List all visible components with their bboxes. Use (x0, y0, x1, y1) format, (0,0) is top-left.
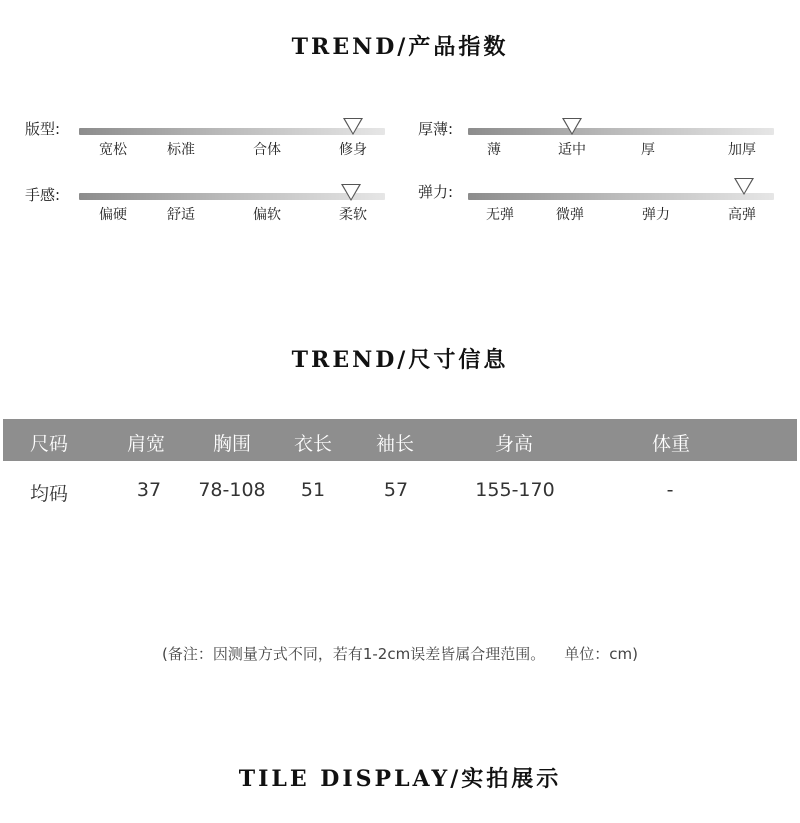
trend-option: 合体 (253, 142, 281, 158)
size-cell: 78-108 (198, 479, 266, 501)
trend-option: 加厚 (728, 142, 756, 158)
trend-option: 修身 (339, 142, 367, 158)
selected-marker-icon (734, 178, 754, 195)
size-cell: 51 (300, 479, 326, 501)
trend-row-feel (25, 184, 385, 224)
trend-option: 偏软 (253, 207, 281, 223)
selected-marker-icon (341, 184, 361, 201)
size-cell: 155-170 (475, 479, 555, 501)
trend-option: 柔软 (339, 207, 367, 223)
size-cell: 37 (136, 479, 162, 501)
size-header-cell: 袖长 (375, 433, 415, 455)
trend-row-thickness (418, 118, 778, 158)
trend-option: 薄 (487, 142, 501, 158)
size-section-title: TREND/尺寸信息 (291, 347, 509, 373)
trend-bar-fit (79, 128, 385, 135)
trend-option: 微弹 (556, 207, 584, 223)
trend-row-elasticity (418, 181, 778, 225)
selected-marker-icon (343, 118, 363, 135)
measurement-note: (备注：因测量方式不同，若有1-2cm误差皆属合理范围。 单位：cm) (162, 645, 638, 663)
trend-option: 弹力 (642, 207, 670, 223)
size-cell: 均码 (29, 483, 69, 505)
trend-label-thickness: 厚薄: (418, 120, 454, 138)
size-header-cell: 肩宽 (126, 433, 166, 455)
size-header-cell: 尺码 (29, 433, 69, 455)
trend-option: 无弹 (486, 207, 514, 223)
size-cell: - (666, 479, 674, 501)
size-header-cell: 胸围 (212, 433, 252, 455)
trend-option: 高弹 (728, 207, 756, 223)
trend-section-title: TREND/产品指数 (291, 34, 509, 60)
trend-label-feel: 手感: (25, 186, 61, 204)
trend-option: 宽松 (99, 142, 127, 158)
trend-bar-elasticity (468, 193, 774, 200)
trend-option: 厚 (641, 142, 655, 158)
size-header-cell: 身高 (494, 433, 534, 455)
size-table-header (3, 419, 797, 461)
trend-row-fit (25, 118, 385, 158)
trend-label-fit: 版型: (25, 120, 61, 138)
size-header-cell: 衣长 (293, 433, 333, 455)
trend-option: 舒适 (167, 207, 195, 223)
tile-section-title: TILE DISPLAY/实拍展示 (238, 766, 562, 792)
size-cell: 57 (383, 479, 409, 501)
trend-option: 标准 (167, 142, 195, 158)
selected-marker-icon (562, 118, 582, 135)
trend-label-elasticity: 弹力: (418, 183, 454, 201)
trend-bar-feel (79, 193, 385, 200)
trend-option: 偏硬 (99, 207, 127, 223)
trend-option: 适中 (558, 142, 586, 158)
size-header-cell: 体重 (651, 433, 691, 455)
trend-bar-thickness (468, 128, 774, 135)
